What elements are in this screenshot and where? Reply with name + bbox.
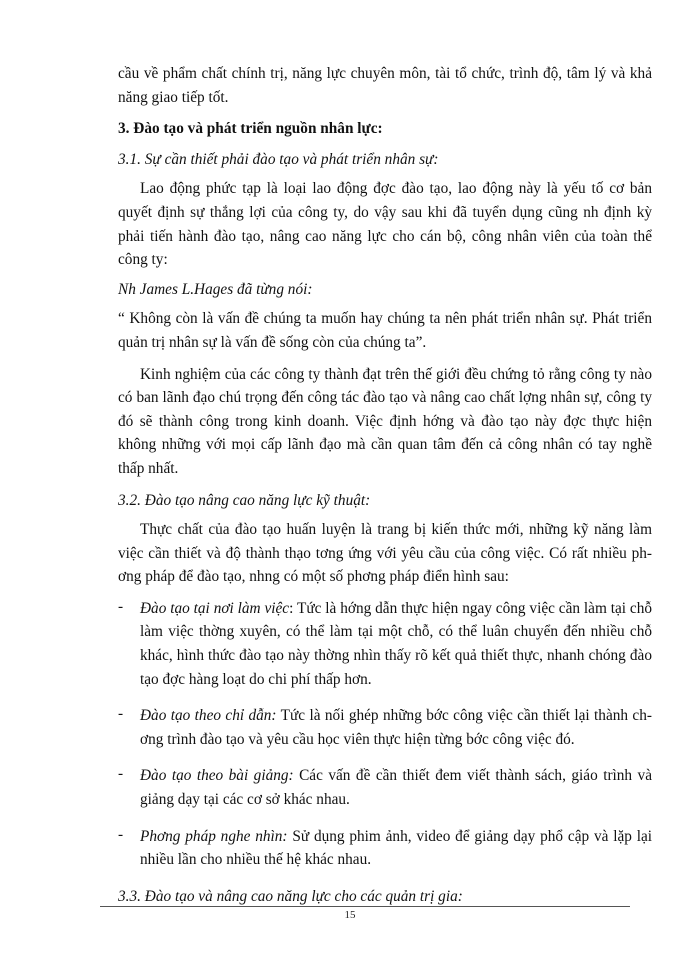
method-term: Đào tạo tại nơi làm việc [140, 599, 290, 617]
subsection-heading-3-2: 3.2. Đào tạo nâng cao năng lực kỹ thuật: [118, 491, 371, 509]
training-methods-list [118, 597, 652, 872]
method-description: Các vấn đề cần thiết đem viết thành sách, giáo trình và giảng dạy tại các cơ sở khác nhau. [140, 767, 652, 809]
subsection-heading-3-1: 3.1. Sự cần thiết phải đào tạo và phát triển nhân sự: [118, 150, 439, 168]
paragraph-experience: Kinh nghiệm của các công ty thành đạt trên thế giới đều chứng tỏ rằng công ty nào có ban lãnh đạo chú trọng đến công tác đào tạo và nâng cao chất lợng nhân sự, công ty đó sẽ thành công trong kinh doanh. Việc định hớng và đào tạo này đợc thực hiện không những với mọi cấp lãnh đạo mà cần quan tâm đến cả công nhân có tay nghề thấp nhất. [118, 365, 652, 477]
paragraph-training-methods: Thực chất của đào tạo huấn luyện là trang bị kiến thức mới, những kỹ năng làm việc cần thiết và độ thành thạo tơng ứng với yêu cầu của công việc. Có rất nhiều phơng pháp để đào tạo, nhng có một số phơng pháp điển hình sau: [118, 521, 652, 586]
method-description: Tức là nối ghép những bớc công việc cần thiết lại thành chơng trình đào tạo và yêu cầu học viên thực hiện từng bớc công việc đó. [140, 707, 652, 748]
bullet-dash-icon: - [118, 825, 124, 843]
list-item [118, 704, 652, 751]
method-description: : Tức là hớng dẫn thực hiện ngay công việc cần làm tại chỗ làm việc thờng xuyên, có thể làm tại một chỗ, có thể luân chuyển đến nhiều chỗ khác, hình thức đào tạo này thờng nhìn thấy rõ kết quả thiết thực, nhanh chóng đào tạo đợc hàng loạt do chi phí thấp hơn. [140, 599, 652, 688]
bullet-dash-icon: - [118, 597, 124, 615]
list-item [118, 597, 652, 691]
method-description: Sử dụng phim ảnh, video để giảng dạy phổ cập và lặp lại nhiều lần cho nhiều thế hệ khác nhau. [140, 827, 652, 869]
bullet-dash-icon: - [118, 705, 124, 723]
page-body [118, 62, 652, 914]
method-term: Đào tạo theo chỉ dẫn: [140, 707, 277, 725]
method-term: Đào tạo theo bài giảng: [140, 767, 294, 785]
quote-attribution: Nh James L.Hages đã từng nói: [118, 280, 313, 298]
subsection-heading-3-3: 3.3. Đào tạo và nâng cao năng lực cho các quản trị gia: [118, 887, 463, 905]
footer-divider [100, 906, 630, 907]
method-term: Phơng pháp nghe nhìn: [140, 827, 288, 845]
list-item [118, 825, 652, 872]
list-item [118, 764, 652, 811]
intro-paragraph: cầu về phẩm chất chính trị, năng lực chuyên môn, tài tổ chức, trình độ, tâm lý và khả năng giao tiếp tốt. [118, 65, 652, 106]
paragraph-labor-training: Lao động phức tạp là loại lao động đợc đào tạo, lao động này là yếu tố cơ bản quyết định sự thắng lợi của công ty, do vậy sau khi đã tuyển dụng cũng nh định kỳ phải tiến hành đào tạo, nâng cao năng lực cho cán bộ, công nhân viên của toàn thể công ty: [118, 180, 652, 269]
section-heading-3: 3. Đào tạo và phát triển nguồn nhân lực: [118, 120, 383, 138]
bullet-dash-icon: - [118, 765, 124, 783]
page-number: 15 [344, 909, 356, 921]
quote-text: “ Không còn là vấn đề chúng ta muốn hay chúng ta nên phát triển nhân sự. Phát triển quản trị nhân sự là vấn đề sống còn của chúng ta”. [118, 310, 652, 351]
